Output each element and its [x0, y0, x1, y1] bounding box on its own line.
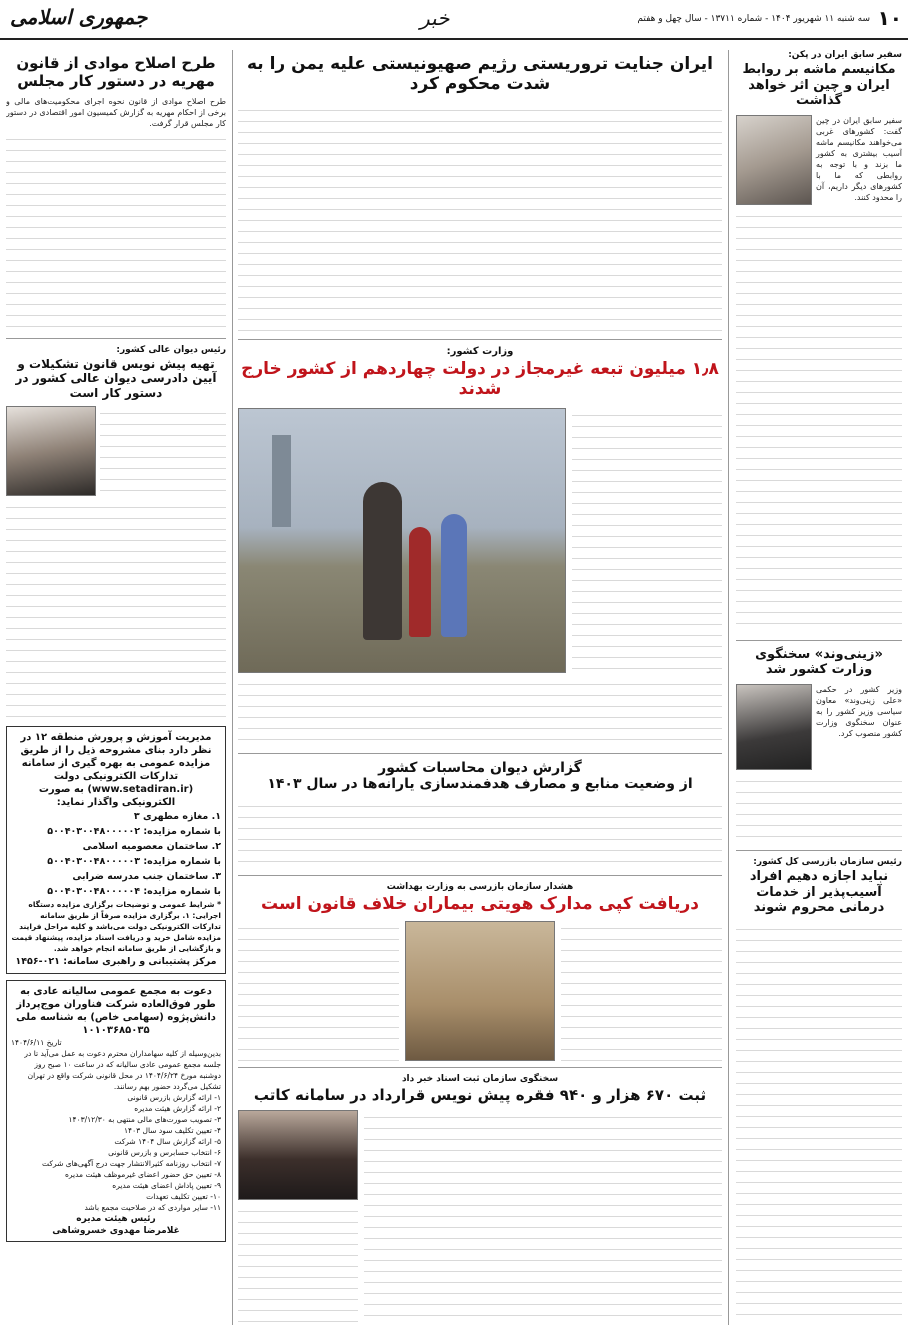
newspaper-logo: جمهوری اسلامی — [10, 5, 148, 29]
article-kicker: هشدار سازمان بازرسی به وزارت بهداشت — [386, 882, 574, 893]
article-subtitle: از وضعیت منابع و مصارف هدفمندسازی یارانه‌ها در سال ۱۴۰۳ — [267, 776, 693, 793]
portrait-photo — [736, 684, 812, 770]
article-body — [100, 406, 226, 496]
article-body — [6, 500, 226, 720]
ad-item: ۲. ساختمان معصومیه اسلامی — [82, 841, 221, 853]
article-title: دریافت کپی مدارک هویتی بیماران خلاف قانون است — [261, 894, 699, 915]
ad-agenda-item: ۱۱- سایر مواردی که در صلاحیت مجمع باشد — [84, 1203, 221, 1213]
meeting-ad — [6, 980, 226, 1242]
article-kicker: رئیس دیوان عالی کشور: — [116, 345, 226, 355]
ad-signature-title: رئیس هیئت مدیره — [76, 1214, 156, 1225]
ad-agenda-item: ۴- تعیین تکلیف سود سال ۱۴۰۳ — [124, 1126, 221, 1136]
ad-agenda-item: ۱۰- تعیین تکلیف تعهدات — [146, 1192, 221, 1202]
photo-figure — [363, 482, 402, 640]
ad-title: مدیریت آموزش و پرورش منطقه ۱۲ در نظر دارد بنای مشروحه ذیل را از طریق مزایده عمومی به بهره گیری از سامانه تدارکات الکترونیکی دولت (www.setadiran.ir) به صورت الکترونیکی واگذار نماید: — [20, 732, 212, 809]
article-title: ایران جنایت تروریستی رژیم صهیونیستی علیه یمن را به شدت محکوم کرد — [246, 54, 714, 95]
ad-item: با شماره مزایده: ۵۰۰۴۰۳۰۰۴۸۰۰۰۰۰۳ — [47, 856, 221, 868]
ad-signature-name: غلامرضا مهدوی خسروشاهی — [52, 1226, 180, 1237]
divider — [6, 338, 226, 339]
building-photo — [405, 921, 555, 1061]
ad-agenda-item: ۸- تعیین حق حضور اعضای غیرموظف هیئت مدیره — [64, 1170, 221, 1180]
ad-body: بدین‌وسیله از کلیه سهامداران محترم دعوت به عمل می‌آید تا در جلسه مجمع عمومی عادی سالیانه که در ساعت ۱۰ صبح روز دوشنبه مورخ ۱۴۰۴/۶/۲۴ در محل قانونی شرکت واقع در تهران تشکیل می‌گردد حضور بهم رسانند. — [24, 1049, 221, 1092]
article-lead: سفیر سابق ایران در چین گفت: کشورهای غربی می‌خواهند مکانیسم ماشه آسیب بیشتری به کشور ما بزند و با توجه به روابطی که ما با کشورهای دیگر داریم، آن را محدود کنند. — [816, 115, 902, 202]
photo-figure — [409, 527, 432, 637]
divider — [736, 850, 902, 851]
article-title: «زینی‌وند» سخنگوی وزارت کشور شد — [755, 646, 883, 678]
ad-agenda-item: ۳- تصویب صورت‌های مالی منتهی به ۱۴۰۳/۱۲/۳۰ — [68, 1115, 221, 1125]
article-body — [561, 921, 722, 1061]
divider — [238, 753, 722, 754]
divider — [238, 339, 722, 340]
date-line: سه شنبه ۱۱ شهریور ۱۴۰۴ - شماره ۱۳۷۱۱ - سال چهل و هفتم — [637, 14, 870, 24]
article-body — [238, 921, 399, 1061]
ad-agenda-item: ۲- ارائه گزارش هیئت مدیره — [134, 1104, 221, 1114]
column-divider — [232, 50, 233, 1325]
article-body — [736, 774, 902, 844]
article-body — [238, 677, 722, 747]
article-body — [238, 103, 722, 333]
portrait-photo — [736, 115, 812, 205]
news-photo — [238, 408, 566, 673]
article-title: گزارش دیوان محاسبات کشور — [378, 759, 582, 776]
photo-tower — [272, 435, 292, 527]
ad-title: دعوت به مجمع عمومی سالیانه عادی به طور فوق‌العاده شرکت فناوران موج‌پرداز دانش‌پژوه (سهامی خاص) به شناسه ملی ۱۰۱۰۳۶۸۵۰۳۵ — [16, 986, 216, 1037]
auction-ad — [6, 726, 226, 974]
middle-column — [238, 50, 722, 1325]
article-title: طرح اصلاح موادی از قانون مهریه در دستور کار مجلس — [16, 54, 216, 90]
article-body — [736, 922, 902, 1325]
ad-notes: * شرایط عمومی و توضیحات برگزاری مزایده دستگاه اجرایی: ۱. برگزاری مزایده صرفاً از طریق سامانه تدارکات الکترونیکی دولت می‌باشد و کلیه مراحل فرایند مزایده شامل خرید و دریافت اسناد مزایده، پیشنهاد قیمت و بازگشایی از طریق سامانه انجام خواهد شد. — [11, 900, 221, 954]
article-body — [238, 799, 722, 869]
ad-item: با شماره مزایده: ۵۰۰۴۰۳۰۰۴۸۰۰۰۰۰۲ — [47, 826, 221, 838]
ad-agenda-item: ۹- تعیین پاداش اعضای هیئت مدیره — [112, 1181, 221, 1191]
article-lead: طرح اصلاح موادی از قانون نحوه اجرای محکومیت‌های مالی و برخی از احکام مهریه به گزارش کمیسیون امور اقتصادی در دستور کار مجلس قرار گرفت. — [6, 97, 226, 128]
ad-agenda-item: ۷- انتخاب روزنامه کثیرالانتشار جهت درج آگهی‌های شرکت — [42, 1159, 221, 1169]
photo-figure — [441, 514, 467, 638]
ad-agenda-item: ۶- انتخاب حسابرس و بازرس قانونی — [108, 1148, 221, 1158]
ad-agenda-item: ۱- ارائه گزارش بازرس قانونی — [127, 1093, 221, 1103]
portrait-photo — [6, 406, 96, 496]
ad-footer: مرکز پشتیبانی و راهبری سامانه: ۰۲۱-۱۴۵۶ — [15, 956, 217, 968]
page-number: ۱۰ — [877, 6, 902, 30]
column-divider — [728, 50, 729, 1325]
ad-agenda-item: ۵- ارائه گزارش سال ۱۴۰۴ شرکت — [114, 1137, 221, 1147]
article-kicker: سفیر سابق ایران در پکن: — [788, 50, 902, 60]
divider — [736, 640, 902, 641]
divider — [238, 1067, 722, 1068]
left-column — [6, 50, 226, 1325]
ad-item: ۳. ساختمان جنب مدرسه ضرابی — [72, 871, 221, 883]
ad-item: با شماره مزایده: ۵۰۰۴۰۳۰۰۴۸۰۰۰۰۰۴ — [47, 886, 221, 898]
page-header — [0, 0, 908, 40]
portrait-photo — [238, 1110, 358, 1200]
article-title: نباید اجازه دهیم افراد آسیب‌پذیر از خدمات درمانی محروم شوند — [749, 868, 889, 916]
article-kicker: وزارت کشور: — [446, 345, 514, 357]
divider — [238, 875, 722, 876]
article-lead: وزیر کشور در حکمی «علی زینی‌وند» معاون سیاسی وزیر کشور را به عنوان سخنگوی وزارت کشور منصوب کرد. — [816, 684, 902, 738]
article-title: ۱٫۸ میلیون تبعه غیرمجاز در دولت چهاردهم از کشور خارج شدند — [241, 358, 719, 400]
article-body — [736, 209, 902, 634]
section-title: خبر — [420, 6, 450, 30]
ad-date: تاریخ ۱۴۰۴/۶/۱۱ — [11, 1038, 62, 1048]
article-kicker: سخنگوی سازمان ثبت اسناد خبر داد — [401, 1073, 559, 1084]
article-body — [6, 132, 226, 332]
article-kicker: رئیس سازمان بازرسی کل کشور: — [753, 856, 902, 867]
right-column — [736, 50, 902, 1325]
article-title: ثبت ۶۷۰ هزار و ۹۴۰ فقره پیش نویس قرارداد در سامانه کاتب — [253, 1085, 707, 1104]
ad-item: ۱. مغازه مطهری ۳ — [133, 811, 221, 823]
article-body — [238, 1204, 358, 1325]
article-title: مکانیسم ماشه بر روابط ایران و چین اثر خواهد گذاشت — [742, 62, 896, 109]
article-title: تهیه پیش نویس قانون تشکیلات و آیین دادرسی دیوان عالی کشور در دستور کار است — [15, 357, 217, 400]
article-body — [364, 1110, 722, 1325]
article-body — [572, 408, 722, 673]
